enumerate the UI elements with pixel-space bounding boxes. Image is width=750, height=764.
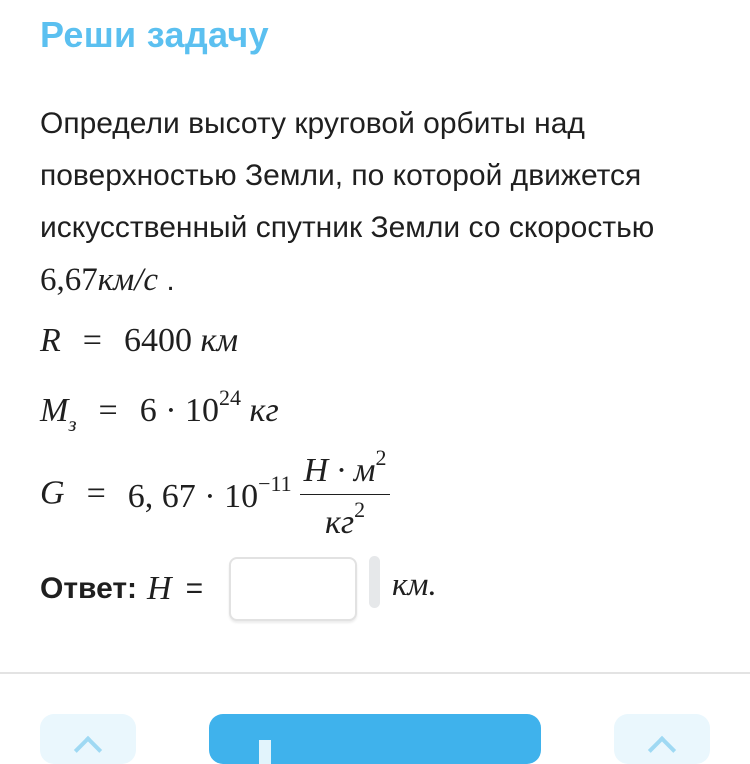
mass-value: 6 · 10 xyxy=(139,392,220,429)
problem-text: Определи высоту круговой орбиты над поверхностью Земли, по которой движется искусственный спутник Земли со скоростью xyxy=(40,107,655,244)
mass-symbol: M xyxy=(40,392,69,429)
next-button[interactable] xyxy=(614,714,710,764)
radius-symbol: R xyxy=(40,322,61,359)
given-radius: R = 6400 км xyxy=(40,322,239,359)
submit-button[interactable] xyxy=(209,714,541,764)
given-mass: $M_з = 6 \cdot 10^{24}$ кг xyxy=(40,385,279,436)
answer-unit: км. xyxy=(392,567,437,603)
page-title: Реши задачу xyxy=(40,14,269,55)
radius-unit: км xyxy=(200,322,239,359)
problem-end: . xyxy=(158,264,175,297)
answer-input[interactable] xyxy=(229,557,357,621)
g-unit-fraction xyxy=(300,445,391,542)
answer-equals: = xyxy=(185,572,204,605)
g-unit-numerator: $Н \cdot м^2$ xyxy=(300,445,391,495)
given-gravitational-constant: G = 6, $67 \cdot 10^{-11}$ $\frac{Н \cdot м^2}{кг^2}$ xyxy=(40,445,390,542)
divider xyxy=(0,672,750,674)
radius-value: 6400 xyxy=(123,322,192,359)
answer-label: Ответ: xyxy=(40,572,138,605)
g-value: 6, $67 \cdot 10^{-11}$ xyxy=(127,471,292,515)
button-label-glyph xyxy=(259,740,271,764)
problem-statement xyxy=(40,98,720,307)
g-unit-denominator: $кг^2$ xyxy=(324,497,366,541)
mass-unit: кг xyxy=(249,392,279,429)
mass-exponent: 24 xyxy=(219,385,242,410)
speed-value: 6,67км/с xyxy=(40,262,159,298)
drag-handle[interactable] xyxy=(369,556,380,608)
answer-variable: H xyxy=(147,570,172,607)
g-symbol: G xyxy=(40,474,65,512)
previous-button[interactable] xyxy=(40,714,136,764)
mass-subscript: з xyxy=(68,412,77,436)
answer-row xyxy=(40,556,203,622)
